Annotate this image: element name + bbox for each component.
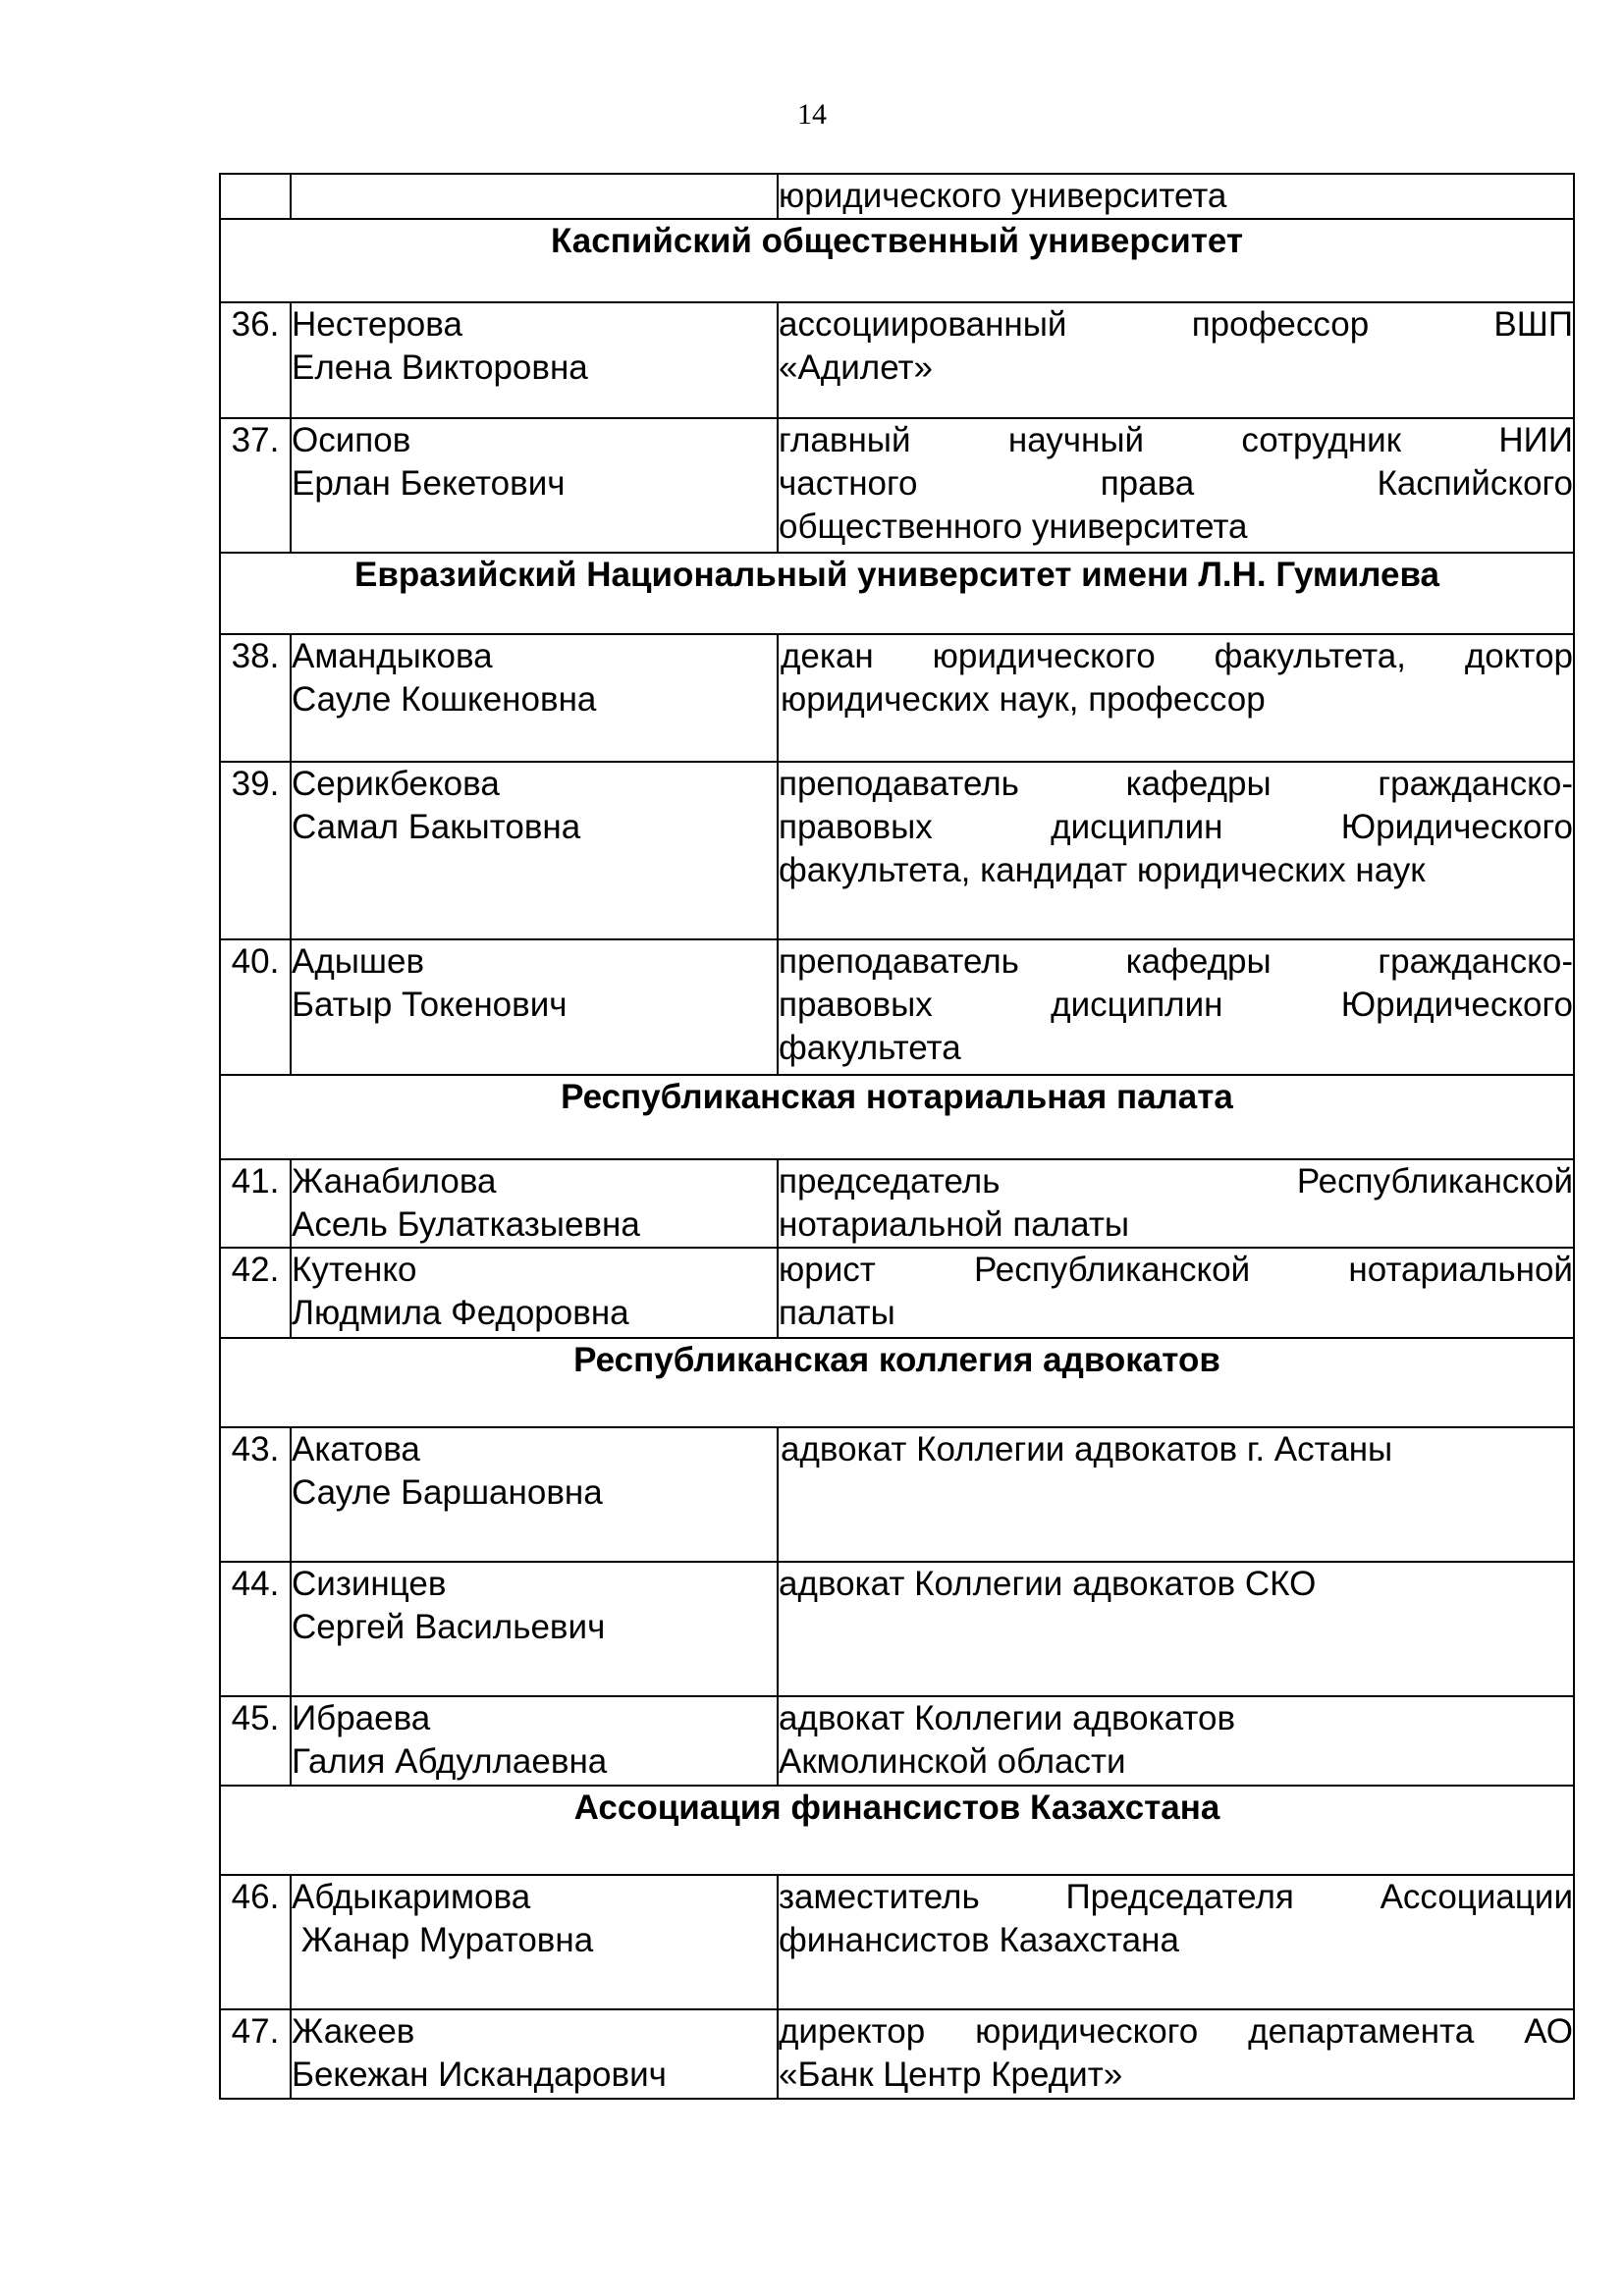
- section-title: Каспийский общественный университет: [220, 219, 1574, 302]
- row-number: 41.: [220, 1159, 291, 1248]
- row-number: 40.: [220, 939, 291, 1075]
- position-line: нотариальной палаты: [779, 1205, 1130, 1244]
- person-name-cell: [291, 418, 778, 553]
- last-name: Серикбекова: [292, 765, 500, 803]
- position-line: общественного университета: [779, 507, 1248, 546]
- position-cell: [778, 1562, 1574, 1696]
- first-name: Самал Бакытовна: [292, 808, 581, 846]
- last-name: Сизинцев: [292, 1565, 447, 1603]
- table-row: [220, 1427, 1574, 1562]
- table-row: [220, 939, 1574, 1075]
- table-row: [220, 1562, 1574, 1696]
- person-name-cell: [291, 762, 778, 939]
- first-name: Асель Булатказыевна: [292, 1205, 640, 1244]
- position-line: правовых дисциплин Юридического: [779, 808, 1573, 846]
- section-header-row: [220, 1075, 1574, 1159]
- row-number: 46.: [220, 1875, 291, 2009]
- table-row: [220, 1696, 1574, 1786]
- table-row: [220, 1248, 1574, 1338]
- row-number: 38.: [220, 634, 291, 762]
- position-line: ассоциированный профессор ВШП: [779, 305, 1573, 344]
- row-number: 45.: [220, 1696, 291, 1786]
- position-cell: [778, 174, 1574, 219]
- last-name: Адышев: [292, 942, 425, 981]
- first-name: Жанар Муратовна: [292, 1921, 594, 1959]
- position-cell: [778, 418, 1574, 553]
- person-name-cell: [291, 1562, 778, 1696]
- row-number: 43.: [220, 1427, 291, 1562]
- position-line: юридического университета: [779, 177, 1227, 215]
- table-row: [220, 2009, 1574, 2099]
- person-name-cell: [291, 1159, 778, 1248]
- row-number: 44.: [220, 1562, 291, 1696]
- person-name-cell: [291, 1696, 778, 1786]
- table-row: [220, 634, 1574, 762]
- section-header-row: [220, 553, 1574, 634]
- last-name: Амандыкова: [292, 637, 493, 675]
- person-name-cell: [291, 1248, 778, 1338]
- last-name: Нестерова: [292, 305, 462, 344]
- position-line: частного права Каспийского: [779, 464, 1573, 503]
- position-line: финансистов Казахстана: [779, 1921, 1179, 1959]
- position-line: председатель Республиканской: [779, 1162, 1573, 1201]
- page-number: 14: [797, 98, 827, 131]
- person-name-cell: [291, 1427, 778, 1562]
- first-name: Людмила Федоровна: [292, 1294, 629, 1332]
- position-line: преподаватель кафедры гражданско-: [779, 942, 1573, 981]
- first-name: Батыр Токенович: [292, 986, 568, 1024]
- position-line: главный научный сотрудник НИИ: [779, 421, 1573, 459]
- section-header-row: [220, 219, 1574, 302]
- last-name: Ибраева: [292, 1699, 431, 1737]
- position-line: палаты: [779, 1294, 895, 1332]
- table-row: [220, 762, 1574, 939]
- position-line: юрист Республиканской нотариальной: [779, 1251, 1573, 1289]
- position-cell: [778, 939, 1574, 1075]
- section-title: Евразийский Национальный университет имени Л.Н. Гумилева: [220, 553, 1574, 634]
- person-name-cell: [291, 302, 778, 418]
- section-header-row: [220, 1338, 1574, 1427]
- table-row: [220, 1159, 1574, 1248]
- person-name-cell: [291, 939, 778, 1075]
- last-name: Абдыкаримова: [292, 1878, 531, 1916]
- row-number: 47.: [220, 2009, 291, 2099]
- name-cell: [291, 174, 778, 219]
- position-line: адвокат Коллегии адвокатов г. Астаны: [781, 1430, 1393, 1468]
- row-number: 36.: [220, 302, 291, 418]
- position-cell: [778, 1696, 1574, 1786]
- person-name-cell: [291, 634, 778, 762]
- first-name: Сауле Баршановна: [292, 1473, 603, 1512]
- section-title: Ассоциация финансистов Казахстана: [220, 1786, 1574, 1875]
- position-line: адвокат Коллегии адвокатов СКО: [779, 1565, 1317, 1603]
- members-table: [219, 173, 1575, 2100]
- position-line: декан юридического факультета, доктор: [781, 637, 1573, 675]
- row-number: 37.: [220, 418, 291, 553]
- row-number: 39.: [220, 762, 291, 939]
- position-line: юридических наук, профессор: [781, 680, 1266, 719]
- first-name: Галия Абдуллаевна: [292, 1742, 608, 1781]
- position-cell: [778, 1427, 1574, 1562]
- first-name: Елена Викторовна: [292, 348, 588, 387]
- position-cell: [778, 1248, 1574, 1338]
- first-name: Ерлан Бекетович: [292, 464, 566, 503]
- position-line: правовых дисциплин Юридического: [779, 986, 1573, 1024]
- position-line: Акмолинской области: [779, 1742, 1126, 1781]
- position-cell: [778, 1875, 1574, 2009]
- last-name: Кутенко: [292, 1251, 417, 1289]
- position-cell: [778, 762, 1574, 939]
- person-name-cell: [291, 2009, 778, 2099]
- person-name-cell: [291, 1875, 778, 2009]
- table-row-continuation: [220, 174, 1574, 219]
- position-line: «Банк Центр Кредит»: [779, 2056, 1123, 2094]
- position-line: адвокат Коллегии адвокатов: [779, 1699, 1236, 1737]
- position-cell: [778, 1159, 1574, 1248]
- table-row: [220, 418, 1574, 553]
- position-line: директор юридического департамента АО: [779, 2012, 1573, 2051]
- last-name: Акатова: [292, 1430, 420, 1468]
- position-line: «Адилет»: [779, 348, 934, 387]
- first-name: Бекежан Искандарович: [292, 2056, 667, 2094]
- table-row: [220, 1875, 1574, 2009]
- position-cell: [778, 302, 1574, 418]
- table-row: [220, 302, 1574, 418]
- last-name: Жанабилова: [292, 1162, 497, 1201]
- last-name: Осипов: [292, 421, 411, 459]
- position-line: заместитель Председателя Ассоциации: [779, 1878, 1573, 1916]
- num-cell: [220, 174, 291, 219]
- position-line: факультета, кандидат юридических наук: [779, 851, 1426, 889]
- position-line: преподаватель кафедры гражданско-: [779, 765, 1573, 803]
- first-name: Сауле Кошкеновна: [292, 680, 597, 719]
- first-name: Сергей Васильевич: [292, 1608, 606, 1646]
- position-cell: [778, 2009, 1574, 2099]
- last-name: Жакеев: [292, 2012, 415, 2051]
- row-number: 42.: [220, 1248, 291, 1338]
- position-cell: [778, 634, 1574, 762]
- section-header-row: [220, 1786, 1574, 1875]
- section-title: Республиканская нотариальная палата: [220, 1075, 1574, 1159]
- position-line: факультета: [779, 1029, 961, 1067]
- section-title: Республиканская коллегия адвокатов: [220, 1338, 1574, 1427]
